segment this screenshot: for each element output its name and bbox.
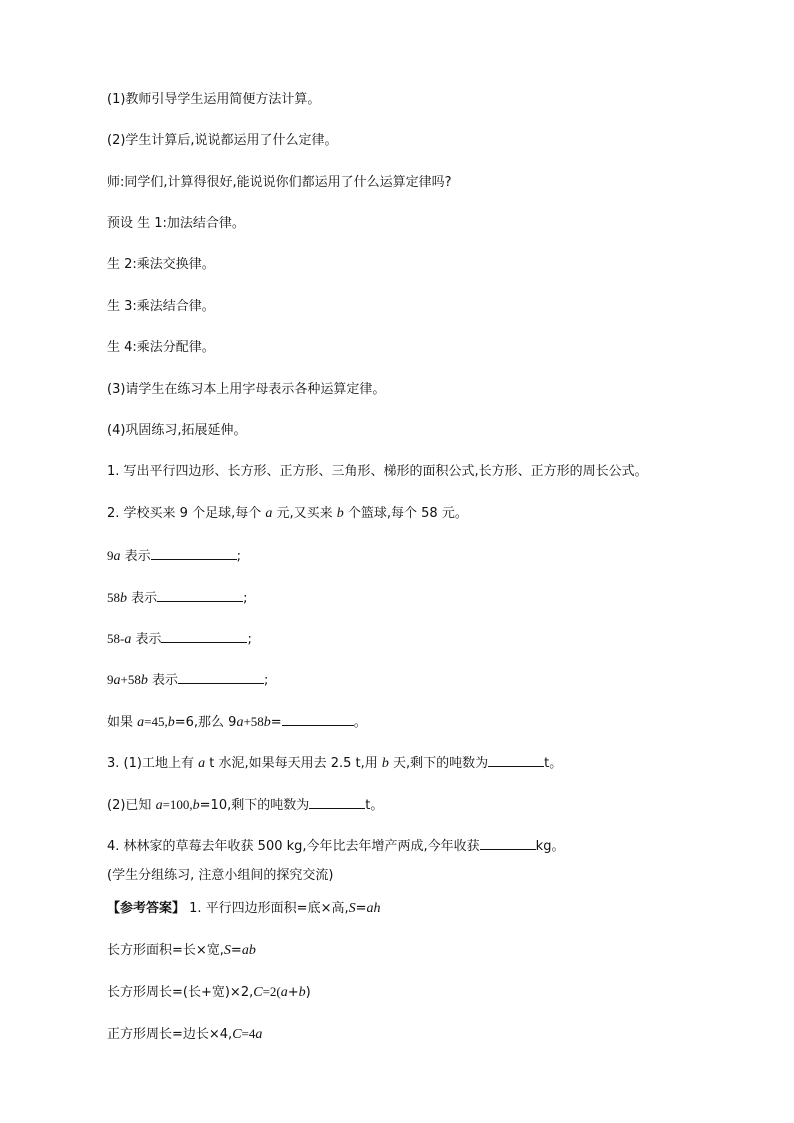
q3-2: t 水泥,如果每天用去 2.5 t,用 [205, 756, 382, 771]
if-1: 如果 [107, 715, 138, 730]
group-practice-note: (学生分组练习, 注意小组间的探究交流) [107, 868, 334, 883]
student-answer-3: 生 3:乘法结合律。 [107, 299, 215, 314]
exercise-4 [107, 836, 564, 856]
ans-1-eq: = [355, 901, 367, 916]
if-2: =45, [144, 714, 168, 729]
var-a: a [113, 673, 121, 688]
var-b: b [140, 673, 148, 688]
var-a: a [137, 715, 145, 730]
var-a: a [255, 1027, 263, 1042]
var-b: b [167, 715, 175, 730]
ans-2-text: 长方形面积=长×宽, [107, 943, 224, 958]
q3b-3: =10,剩下的吨数为 [199, 798, 310, 813]
student-answer-2: 生 2:乘法交换律。 [107, 257, 215, 272]
ans-2-eq: = [230, 943, 242, 958]
var-b: b [120, 591, 127, 606]
ex2-text-a: 2. 学校买来 9 个足球,每个 [107, 506, 266, 521]
qsum-2: +58 [120, 672, 141, 687]
answer-4 [107, 1025, 262, 1044]
var-b: b [192, 798, 200, 813]
var-b: b [336, 506, 344, 521]
exercise-2 [107, 505, 468, 523]
blank-9a-58b [107, 670, 268, 690]
if-5: = [270, 715, 282, 730]
q3b-2: =100, [162, 797, 193, 812]
ex2-text-c: 个篮球,每个 58 元。 [343, 506, 468, 521]
ans-3-eq: =2( [262, 984, 281, 999]
student-answer-4: 生 4:乘法分配律。 [107, 340, 215, 355]
var-a: a [265, 506, 273, 521]
ex2-text-b: 元,又买来 [272, 506, 337, 521]
blank-58b [107, 588, 248, 608]
ans-4-eq: =4 [241, 1026, 256, 1041]
answer-label: 【参考答案】 [107, 901, 186, 916]
q58a-pre: 58- [107, 631, 125, 646]
exercise-3-1 [107, 753, 562, 773]
answer-blank[interactable] [178, 670, 264, 684]
q3-3: 天,剩下的吨数为 [388, 756, 489, 771]
semicolon: ; [263, 673, 269, 688]
blank-9a [107, 546, 241, 566]
qsum-1: 9 [107, 672, 114, 687]
step-1: (1)教师引导学生运用简便方法计算。 [107, 92, 321, 107]
var-a: a [236, 715, 244, 730]
semicolon: ; [243, 591, 248, 606]
answer-blank[interactable] [480, 836, 536, 850]
ans-3-close: ) [305, 985, 311, 1000]
exercise-1: 1. 写出平行四边形、长方形、正方形、三角形、梯形的面积公式,长方形、正方形的周长公式。 [107, 464, 648, 479]
q4-1: 4. 林林家的草莓去年收获 500 kg,今年比去年增产两成,今年收获 [107, 839, 480, 854]
answer-blank[interactable] [309, 795, 365, 809]
var-S: S [223, 943, 231, 958]
ans-3-plus: + [287, 985, 299, 1000]
answer-blank[interactable] [282, 712, 354, 726]
evaluate-expression [107, 712, 367, 732]
var-a: a [280, 985, 288, 1000]
var-a: a [198, 756, 206, 771]
if-3: =6,那么 9 [174, 715, 237, 730]
answer-blank[interactable] [151, 546, 237, 560]
q9a-post: 表示 [120, 549, 151, 564]
ans-3-text: 长方形周长=(长+宽)×2, [107, 985, 254, 1000]
q9a-pre: 9 [107, 548, 114, 563]
var-ab: ab [241, 943, 256, 958]
var-b: b [381, 756, 389, 771]
answer-1 [107, 900, 381, 918]
var-S: S [348, 901, 356, 916]
var-a: a [155, 798, 163, 813]
if-4: +58 [243, 714, 264, 729]
var-a: a [124, 632, 132, 647]
q4-end: kg。 [535, 839, 565, 854]
var-C: C [232, 1027, 242, 1042]
q58a-post: 表示 [131, 632, 162, 647]
qsum-3: 表示 [147, 673, 178, 688]
student-answer-1: 预设 生 1:加法结合律。 [107, 216, 245, 231]
q58b-pre: 58 [107, 590, 120, 605]
q3b-end: t。 [365, 798, 384, 813]
ans-1-text: 1. 平行四边形面积=底×高, [185, 901, 349, 916]
semicolon: ; [247, 632, 252, 647]
q3-1: 3. (1)工地上有 [107, 756, 199, 771]
answer-3 [107, 983, 311, 1002]
semicolon: ; [236, 549, 242, 564]
var-ah: ah [366, 901, 381, 916]
ans-4-text: 正方形周长=边长×4, [107, 1027, 233, 1042]
answer-blank[interactable] [157, 588, 243, 602]
step-3: (3)请学生在练习本上用字母表示各种运算定律。 [107, 382, 386, 397]
var-b: b [298, 985, 306, 1000]
q3b-1: (2)已知 [107, 798, 156, 813]
step-2: (2)学生计算后,说说都运用了什么定律。 [107, 133, 338, 148]
var-a: a [113, 549, 121, 564]
exercise-3-2 [107, 795, 383, 815]
var-b: b [263, 715, 271, 730]
answer-2 [107, 942, 256, 960]
answer-blank[interactable] [488, 753, 544, 767]
if-end: 。 [353, 715, 367, 730]
answer-blank[interactable] [161, 629, 247, 643]
blank-58-a [107, 629, 252, 649]
teacher-question: 师:同学们,计算得很好,能说说你们都运用了什么运算定律吗? [107, 175, 452, 190]
q58b-post: 表示 [127, 591, 158, 606]
var-C: C [253, 985, 263, 1000]
q3-end: t。 [544, 756, 563, 771]
step-4: (4)巩固练习,拓展延伸。 [107, 423, 247, 438]
